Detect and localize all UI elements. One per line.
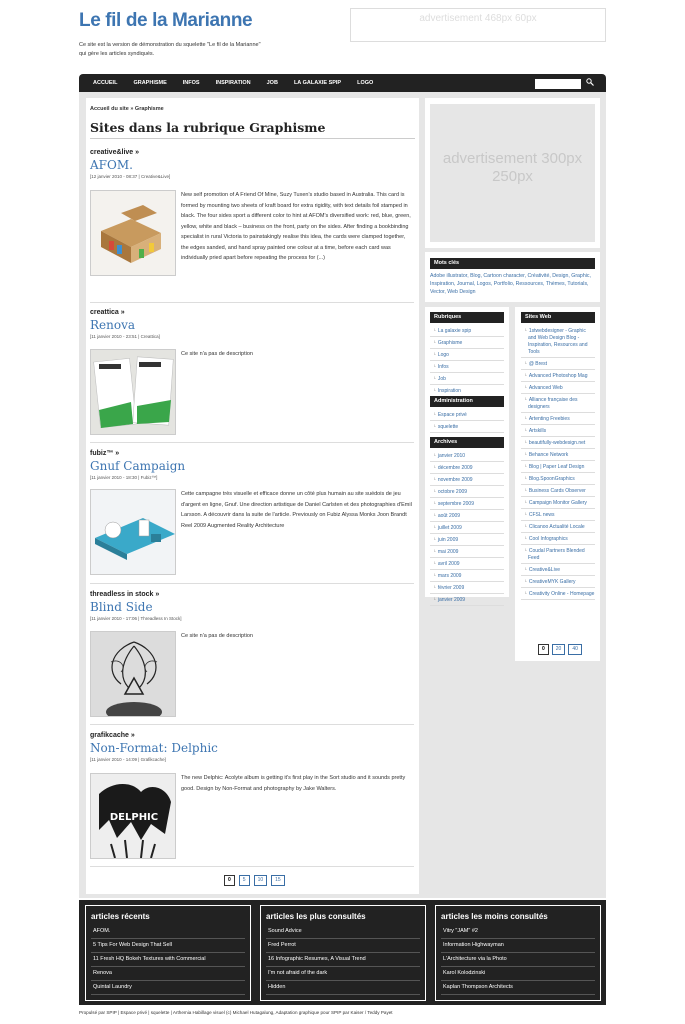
page-title: Sites dans la rubrique Graphisme (90, 120, 415, 139)
site-link[interactable]: └ Artenting Freebies (521, 413, 595, 425)
site-link[interactable]: └ Clicanoo Actualité Locale (521, 521, 595, 533)
archive-link[interactable]: └ septembre 2009 (430, 498, 504, 510)
article-date: [12 janvier 2010 - 08:37 | Creative&Live] (90, 174, 171, 179)
divider (90, 724, 414, 725)
divider (90, 302, 414, 303)
site-link[interactable]: └ Creativity Online - Homepage (521, 588, 595, 600)
footer-most-viewed (260, 905, 426, 1001)
site-link[interactable]: └ Advanced Web (521, 382, 595, 394)
article-summary: New self promotion of A Friend Of Mine, Suzy Tuxen's studio based in Australia. This card is formed by mounting two sheets of kraft board for extra rigidity, with text details foil stamped in black. The four sides sport a different color to hint at AFOM's diversified work: red, blue, green, yellow, white and black – business on the front, party on the sides. After finding a bookbinding specialist in rural Victoria to painstakingly realise this idea, the cards were clamped together, the edges sanded, and hand spray painted one colour at a time, before each card was individually pried apart before repeating the process for (...) (181, 192, 411, 261)
article-item (90, 309, 414, 357)
rubriques-list (430, 325, 504, 397)
site-link[interactable]: └ Campaign Monitor Gallery (521, 497, 595, 509)
admin-link[interactable]: └ Espace privé (430, 409, 504, 421)
breadcrumb[interactable]: Accueil du site » Graphisme (90, 106, 164, 112)
sites-web-list (521, 325, 595, 600)
footer-link[interactable]: 11 Fresh HQ Bokeh Textures with Commercial (91, 953, 245, 967)
page-link[interactable]: 40 (568, 644, 582, 655)
article-item (90, 732, 414, 823)
article-summary: The new Delphic: Acolyte album is getting it's first play in the Sort studio and it sounds pretty good. Design by Non-Format and photography by Jake Walters. (181, 775, 406, 792)
nav-graphisme[interactable]: GRAPHISME (133, 80, 167, 86)
article-date: [11 janvier 2010 - 23:51 | Creattica] (90, 334, 160, 339)
top-advertisement: advertisement 468px 60px (350, 8, 606, 42)
search-icon[interactable] (586, 78, 596, 88)
article-source[interactable]: fubiz™ » (90, 450, 120, 457)
footer-link[interactable]: 5 Tips For Web Design That Sell (91, 939, 245, 953)
footer-recent-articles (85, 905, 251, 1001)
nav-logo[interactable]: LOGO (357, 80, 374, 86)
pagination (224, 875, 285, 886)
article-source[interactable]: creattica » (90, 309, 125, 316)
article-thumbnail[interactable] (90, 489, 176, 575)
article-summary: Cette campagne très visuelle et efficace donne un côté plus humain au site suédois de jeu d'argent en ligne, Gnuf. Une direction artistique de Daniel Carlsten et des photographies d'Emil Larsson. A découvrir dans la suite de l'article. Previously on Fubiz Alyssa Monks Joon Brandt Reel 2009 Augmented Reality Architecture (181, 491, 412, 529)
archive-link[interactable]: └ décembre 2009 (430, 462, 504, 474)
site-link[interactable]: └ Blog.SpoonGraphics (521, 473, 595, 485)
article-item (90, 591, 414, 639)
article-title[interactable]: AFOM. (90, 158, 133, 172)
tags-heading: Mots clés (430, 258, 595, 269)
footer-link[interactable]: Vitry "JAM" #2 (441, 925, 595, 939)
sidebar-advertisement: advertisement 300px 250px (430, 104, 595, 242)
archive-link[interactable]: └ janvier 2009 (430, 594, 504, 606)
page-link[interactable]: 15 (271, 875, 285, 886)
page-link-current: 0 (224, 875, 235, 886)
article-title[interactable]: Renova (90, 318, 136, 332)
footer-link[interactable]: Information Highwayman (441, 939, 595, 953)
article-source[interactable]: grafikcache » (90, 732, 135, 739)
site-link[interactable]: └ Cool Infographics (521, 533, 595, 545)
article-source[interactable]: threadless in stock » (90, 591, 160, 598)
tag-links[interactable]: Adobe illustrator, Blog, Cartoon character, Créativité, Design, Graphic, Inspiration, Journal, Logos, Portfolio, Ressources, Thèmes, Tutorials, Vector, Web Design (430, 273, 591, 295)
site-title[interactable]: Le fil de la Marianne (79, 10, 253, 31)
nav-la-galaxie-spip[interactable]: LA GALAXIE SPIP (293, 80, 342, 86)
archive-link[interactable]: └ mars 2009 (430, 570, 504, 582)
divider (90, 442, 414, 443)
admin-link[interactable]: └ squelette (430, 421, 504, 433)
footer-link[interactable]: 16 Infographic Resumes, A Visual Trend (266, 953, 420, 967)
site-link[interactable]: └ CFSL news (521, 509, 595, 521)
nav-accueil[interactable]: ACCUEIL (93, 80, 118, 86)
article-summary: Ce site n'a pas de description (181, 351, 253, 357)
rubrique-link[interactable]: └ La galaxie spip (430, 325, 504, 337)
page-link-current: 0 (538, 644, 549, 655)
site-link[interactable]: └ Behance Network (521, 449, 595, 461)
sites-web-heading: Sites Web (521, 312, 595, 323)
rubrique-link[interactable]: └ Graphisme (430, 337, 504, 349)
administration-heading: Administration (430, 396, 504, 407)
divider (90, 866, 414, 867)
archive-link[interactable]: └ juin 2009 (430, 534, 504, 546)
site-link[interactable]: └ Advanced Photoshop Mag (521, 370, 595, 382)
nav-infos[interactable]: INFOS (182, 80, 200, 86)
site-link[interactable]: └ Alliance française des designers (521, 394, 595, 413)
site-link[interactable]: └ Artskills (521, 425, 595, 437)
footer-link[interactable]: L'Architecture via la Photo (441, 953, 595, 967)
page-link[interactable]: 10 (254, 875, 268, 886)
rubrique-link[interactable]: └ Job (430, 373, 504, 385)
article-thumbnail[interactable] (90, 349, 176, 435)
footer-heading: articles les moins consultés (441, 912, 548, 921)
footer-link[interactable]: Fred Perrot (266, 939, 420, 953)
divider (90, 583, 414, 584)
article-thumbnail[interactable] (90, 631, 176, 717)
footer-link[interactable]: I'm not afraid of the dark (266, 967, 420, 981)
rubrique-link[interactable]: └ Logo (430, 349, 504, 361)
archive-link[interactable]: └ février 2009 (430, 582, 504, 594)
nav-job[interactable]: JOB (266, 80, 278, 86)
nav-inspiration[interactable]: INSPIRATION (215, 80, 251, 86)
article-summary: Ce site n'a pas de description (181, 633, 253, 639)
footer-heading: articles les plus consultés (266, 912, 366, 921)
footer-link[interactable]: Quintal Laundry (91, 981, 245, 995)
article-source[interactable]: creative&live » (90, 149, 140, 156)
article-item (90, 149, 414, 261)
footer-heading: articles récents (91, 912, 150, 921)
site-link[interactable]: └ 1stwebdesigner - Graphic and Web Design Blog - Inspiration, Resources and Tools (521, 325, 595, 358)
archive-link[interactable]: └ novembre 2009 (430, 474, 504, 486)
archive-link[interactable]: └ octobre 2009 (430, 486, 504, 498)
site-link[interactable]: └ Business Cards Observer (521, 485, 595, 497)
page-link[interactable]: 20 (552, 644, 566, 655)
archive-link[interactable]: └ janvier 2010 (430, 450, 504, 462)
svg-text:DELPHIC: DELPHIC (109, 812, 159, 823)
footer-link[interactable]: Sound Advice (266, 925, 420, 939)
article-date: [11 janvier 2010 - 17:06 | Threadless In Stock] (90, 616, 182, 621)
footer-credits[interactable]: Propulsé par SPIP | Espace privé | squelette | Arthemia Habillage visuel (c) Michael Hutagalung, Adaptation graphique pour SPIP par Kaiser / Teddy Payet (79, 1010, 393, 1015)
archives-list (430, 450, 504, 606)
archives-heading: Archives (430, 437, 504, 448)
administration-list (430, 409, 504, 433)
archive-link[interactable]: └ avril 2009 (430, 558, 504, 570)
footer-link[interactable]: Kaplan Thompson Architects (441, 981, 595, 995)
archive-link[interactable]: └ août 2009 (430, 510, 504, 522)
article-title[interactable]: Gnuf Campaign (90, 459, 186, 473)
site-link[interactable]: └ beautifully-webdesign.net (521, 437, 595, 449)
footer-link[interactable]: Renova (91, 967, 245, 981)
sites-pagination (538, 644, 582, 655)
article-thumbnail[interactable] (90, 190, 176, 276)
archive-link[interactable]: └ juillet 2009 (430, 522, 504, 534)
site-link[interactable]: └ Blog | Paper Leaf Design (521, 461, 595, 473)
rubriques-heading: Rubriques (430, 312, 504, 323)
site-link[interactable]: └ @ Brest (521, 358, 595, 370)
main-navigation (79, 74, 606, 92)
rubrique-link[interactable]: └ Inspiration (430, 385, 504, 397)
article-date: [11 janvier 2010 - 14:09 | Grafikcache] (90, 757, 166, 762)
article-thumbnail[interactable] (90, 773, 176, 859)
rubrique-link[interactable]: └ Infos (430, 361, 504, 373)
archive-link[interactable]: └ mai 2009 (430, 546, 504, 558)
footer-link[interactable]: Hidden (266, 981, 420, 995)
site-link[interactable]: └ Creative&Live (521, 564, 595, 576)
article-title[interactable]: Non-Format: Delphic (90, 741, 218, 755)
article-item (90, 450, 414, 529)
footer-link[interactable]: AFOM. (91, 925, 245, 939)
search-input[interactable] (535, 79, 581, 89)
article-title[interactable]: Blind Side (90, 600, 153, 614)
site-link[interactable]: └ CreativeMYK Gallery (521, 576, 595, 588)
page-link[interactable]: 5 (239, 875, 250, 886)
site-link[interactable]: └ Coudal Partners Blended Feed (521, 545, 595, 564)
article-date: [11 janvier 2010 - 18:30 | Fubiz™] (90, 475, 158, 480)
footer-link[interactable]: Karol Kolodzinski (441, 967, 595, 981)
footer-least-viewed (435, 905, 601, 1001)
site-description: Ce site est la version de démonstration du squelette "Le fil de la Marianne" qui gère les articles syndiqués. (79, 42, 261, 57)
tag-cloud[interactable] (430, 272, 598, 296)
